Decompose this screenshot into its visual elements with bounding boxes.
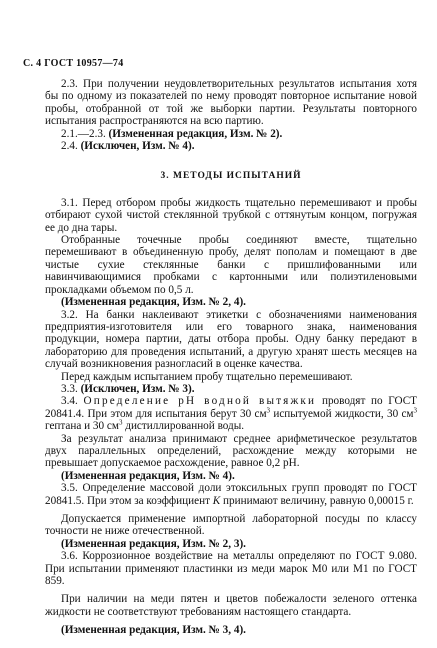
paragraph-3-5 [45, 482, 417, 507]
paragraph-3-2-continued: Перед каждым испытанием пробу тщательно перемешивают. [61, 370, 353, 383]
clause-number: 2.1.—2.3. [61, 127, 106, 140]
clause-number: 2.4. [61, 140, 78, 153]
superscript: 3 [118, 418, 123, 427]
paragraph-3-1-continued: Отобранные точечные пробы соединяют вместе, тщательно перемешивают в объединенную пробу, делят пополам и помещают в две чистые сухие стеклянные банки с пришлифованными или навинчивающимися пробками с картонными или полиэтиленовыми прокладками объемом по 0,5 л. [45, 234, 417, 296]
paragraph-3-4-continued: За результат анализа принимают среднее арифметическое результатов двух параллельных определений, расхождение между которыми не превышает допускаемое расхождение, равное 0,2 рН. [45, 432, 417, 470]
coefficient-symbol: K [212, 494, 221, 507]
paragraph-3-6: 3.6. Коррозионное воздействие на металлы определяют по ГОСТ 9.080. При испытании применяют пластинки из меди марок М0 или М1 по ГОСТ 859. [45, 550, 417, 588]
amendment-note: (Измененная редакция, Изм. № 2). [108, 127, 283, 140]
amendment-note: (Измененная редакция, Изм. № 4). [61, 469, 235, 482]
paragraph-3-2: 3.2. На банки наклеивают этикетки с обозначениями наименования предприятия-изготовителя или его товарного знака, наименования продукции, номера партии, даты отбора пробы. Одну банку передают в лабораторию для проведения испытаний, а другую хранят шесть месяцев на случай возникновения разногласий в оценке качества. [45, 308, 417, 371]
page-header: С. 4 ГОСТ 10957—74 [23, 58, 124, 69]
paragraph-3-6-continued: При наличии на меди пятен и цветов побежалости зеленого оттенка жидкости не соответствуют требованиям настоящего стандарта. [45, 593, 417, 618]
paragraph-text: дистиллированной воды. [125, 420, 245, 433]
paragraph-3-4 [45, 395, 417, 432]
section-title: 3. МЕТОДЫ ИСПЫТАНИЙ [160, 171, 302, 182]
paragraph-2-1-2-3 [45, 128, 417, 140]
paragraph-3-5-continued: Допускается применение импортной лабораторной посуды по классу точности не ниже отечественной. [45, 513, 417, 538]
amendment-note: (Измененная редакция, Изм. № 2, 3). [61, 537, 246, 550]
paragraph-text: проводят по ГОСТ 20841.4. При этом для испытания берут 30 см [45, 395, 418, 420]
superscript: 3 [413, 406, 417, 415]
clause-number: 3.3. [61, 382, 78, 395]
paragraph-text: гептана и 30 см [45, 420, 119, 433]
amendment-note: (Измененная редакция, Изм. № 2, 4). [61, 296, 246, 309]
amendment-note: (Измененная редакция, Изм. № 3, 4). [61, 624, 246, 637]
superscript: 3 [266, 406, 271, 415]
paragraph-3-3 [45, 383, 417, 395]
paragraph-text: испытуемой жидкости, 30 см [273, 407, 414, 420]
paragraph-3-1: 3.1. Перед отбором пробы жидкость тщательно перемешивают и пробы отбирают сухой чистой стеклянной трубкой с оттянутым концом, погружая ее до дна тары. [45, 196, 417, 234]
paragraph-2-4 [45, 140, 417, 152]
document-body [45, 78, 417, 637]
method-name: Определение рН водной вытяжки [83, 395, 317, 408]
clause-number: 3.4. [61, 395, 78, 408]
amendment-note: (Исключен, Изм. № 4). [80, 140, 195, 153]
paragraph-2-3: 2.3. При получении неудовлетворительных результатов испытания хотя бы по одному из показателей по нему проводят повторное испытание новой пробы, отобранной от той же выборки партии. Результаты повторного испытания распространяются на всю партию. [45, 78, 417, 128]
amendment-note: (Исключен, Изм. № 3). [80, 382, 195, 395]
paragraph-text: 3.5. Определение массовой доли этоксильных групп проводят по ГОСТ 20841.5. При этом за коэффициент [45, 482, 417, 507]
paragraph-text: принимают величину, равную 0,00015 г. [223, 494, 414, 507]
